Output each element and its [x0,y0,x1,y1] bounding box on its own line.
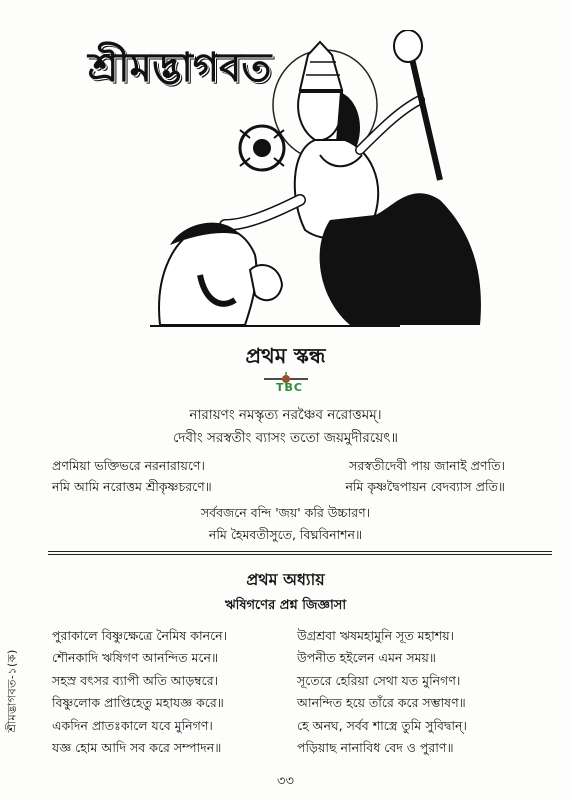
verse-line: একদিন প্রাতঃকালে যবে মুনিগণ। [52,717,213,733]
homage-right-2: নমি কৃষ্ণদ্বৈপায়ন বেদব্যাস প্রতি॥ [345,479,505,494]
chapter-title: প্রথম অধ্যায় [246,570,325,589]
homage-left-1: প্রণমিয়া ভক্তিভরে নরনারায়ণে। [52,458,205,473]
chapter-subtitle: ঋষিগণের প্রশ্ন জিজ্ঞাসা [224,598,347,613]
invocation-line-2: দেবীং সরস্বতীং ব্যাসং ততো জয়মুদীরয়েৎ॥ [172,430,399,446]
verse-line: পুরাকালে বিষ্ণুক্ষেত্রে নৈমিষ কাননে। [52,628,228,643]
verse-line: বিষ্ণুলোক প্রাপ্তিহেতু মহাযজ্ঞ করে॥ [52,695,224,711]
verse-column-right [297,625,467,759]
divider-rule [48,554,552,555]
ganesh-line-1: সর্ববজনে বন্দি 'জয়' করি উচ্চারণ। [200,505,371,520]
invocation-line-1: নারায়ণং নমস্কৃত্য নরঞ্চৈব নরোত্তমম্। [189,407,382,423]
verse-column-left [52,625,227,759]
verse-line: যজ্ঞ হোম আদি সব করে সম্পাদন॥ [52,740,222,756]
verse-line: আনন্দিত হয়ে তাঁরে করে সম্ভাষণ॥ [297,695,466,711]
verse-line: সহস্র বৎসর ব্যাপী অতি আড়ম্বরে। [52,672,219,688]
vishnu-illustration [150,30,490,330]
canto-title: প্রথম স্কন্ধ [245,343,326,368]
page-number: ৩৩ [277,774,294,789]
divider-rule [48,551,552,552]
homage-right-1: সরস্বতীদেবী পায় জানাই প্রণতি। [349,458,505,473]
homage-left-2: নমি আমি নরোত্তম শ্রীকৃষ্ণচরণে॥ [52,479,212,494]
side-running-label: শ্রীমদ্ভাগবত-১(ক) [5,649,19,733]
verse-line: হে অনঘ, সর্বব শাস্ত্রে তুমি সুবিদ্বান্। [297,717,467,733]
watermark: TBC [276,381,303,394]
verse-line: পড়িয়াছ নানাবিধ বেদ ও পুরাণ॥ [297,740,454,756]
verse-line: উগ্রশ্রবা ঋষমহামুনি সূত মহাশয়। [297,628,455,643]
verse-line: শৌনকাদি ঋষিগণ আনন্দিত মনে॥ [52,650,219,666]
ganesh-line-2: নমি হৈমবতীসুতে, বিঘ্নবিনাশন॥ [208,527,363,542]
verse-line: সূতেরে হেরিয়া সেথা যত মুনিগণ। [297,672,461,688]
book-title: শ্রীমদ্ভাগবত [88,44,272,91]
verse-line: উপনীত হইলেন এমন সময়॥ [297,650,436,666]
